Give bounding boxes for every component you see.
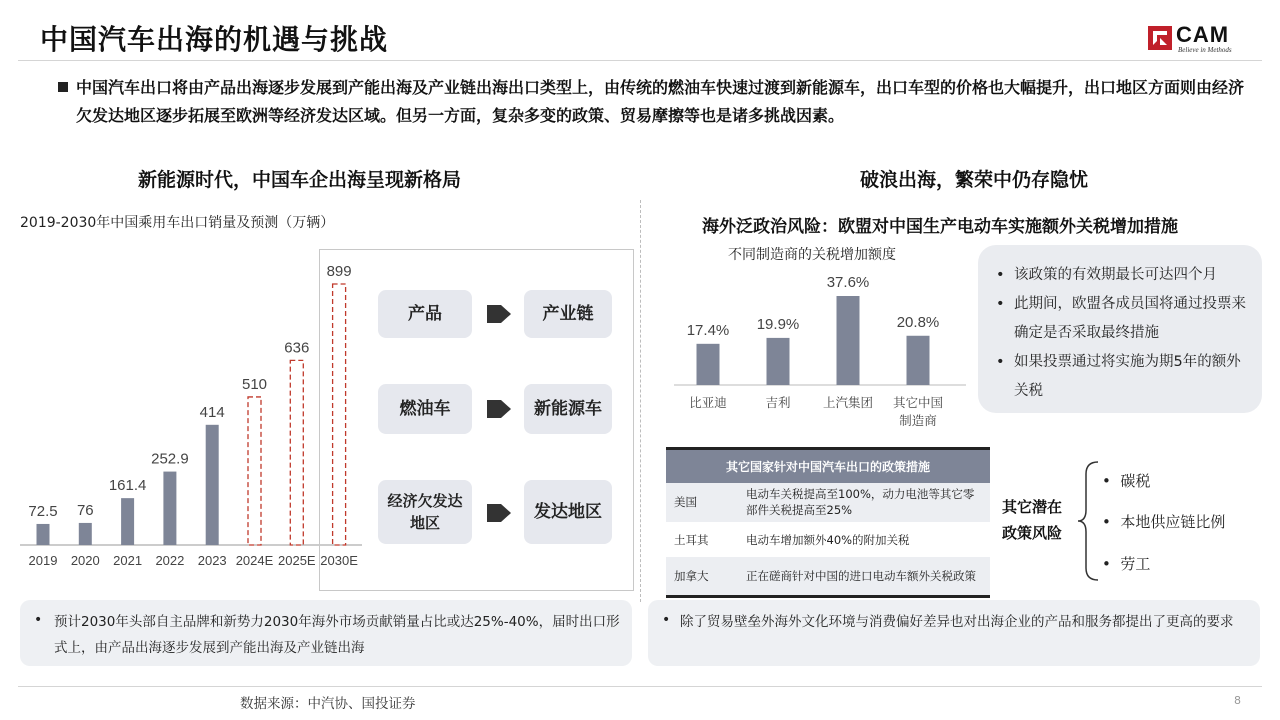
cam-logo (1148, 24, 1258, 56)
bar-value-label: 252.9 (151, 450, 189, 468)
bullet-icon: • (1102, 472, 1121, 490)
x-tick-label: 其它中国制造商 (892, 395, 944, 428)
forecast-bar (248, 397, 261, 545)
right-note-box (648, 600, 1260, 666)
flow-to-developed: 发达地区 (524, 480, 612, 544)
transition-flow-box (319, 249, 634, 591)
actual-bar (163, 472, 176, 545)
risk-item: • 本地供应链比例 (1102, 513, 1226, 531)
tariff-bar (837, 296, 860, 385)
bar-value-label: 161.4 (108, 477, 147, 495)
actual-bar (37, 524, 50, 545)
tariff-chart-title: 不同制造商的关税增加额度 (728, 247, 896, 263)
policy-note: • 此期间，欧盟各成员国将通过投票来确定是否采取最终措施 (996, 290, 1250, 348)
bar-value-label: 20.8% (896, 313, 940, 331)
policy-measures-table (666, 447, 990, 598)
eu-tariff-subtitle: 海外泛政治风险：欧盟对中国生产电动车实施额外关税增加措施 (702, 217, 1178, 237)
header-divider (18, 60, 1262, 61)
table-row (666, 523, 990, 557)
bar-value-label: 72.5 (28, 502, 58, 520)
forecast-bar (290, 360, 303, 545)
curly-brace-icon (1076, 460, 1100, 582)
eu-policy-notes (978, 245, 1262, 413)
tariff-bar (767, 338, 790, 385)
left-note-box (20, 600, 632, 666)
tariff-bar (697, 344, 720, 385)
footer-divider (18, 686, 1262, 687)
risk-item: • 劳工 (1102, 555, 1151, 573)
x-tick-label: 2019 (28, 553, 58, 568)
arrow-right-icon (487, 400, 511, 418)
bar-value-label: 636 (284, 339, 310, 357)
right-section-title: 破浪出海，繁荣中仍存隐忧 (860, 169, 1089, 191)
tariff-bar (907, 336, 930, 385)
bar-value-label: 19.9% (756, 315, 800, 333)
tariff-increase-chart (664, 262, 974, 434)
export-chart-title: 2019-2030年中国乘用车出口销量及预测（万辆） (20, 215, 335, 231)
x-tick-label: 2024E (235, 553, 274, 568)
logo-tagline: Believe in Methods (1178, 46, 1232, 54)
page-title: 中国汽车出海的机遇与挑战 (40, 23, 389, 56)
data-source: 数据来源：中汽协、国投证券 (240, 696, 416, 712)
table-row (666, 557, 990, 597)
x-tick-label: 比亚迪 (689, 395, 727, 410)
flow-from-underdeveloped: 经济欠发达地区 (378, 480, 472, 544)
x-tick-label: 2020 (70, 553, 100, 568)
table-cell-country: 土耳其 (666, 523, 738, 557)
actual-bar (206, 425, 219, 545)
summary-text: 中国汽车出口将由产品出海逐步发展到产能出海及产业链出海出口类型上，由传统的燃油车快速过渡到新能源车，出口车型的价格也大幅提升，出口地区方面则由经济欠发达地区逐步拓展至欧洲等经济发达区域。但另一方面，复杂多变的政策、贸易摩擦等也是诸多挑战因素。 (76, 78, 1245, 125)
x-tick-label: 2021 (113, 553, 143, 568)
bar-value-label: 76 (76, 501, 94, 519)
arrow-right-icon (487, 305, 511, 323)
bullet-icon: • (662, 612, 671, 628)
left-section-title: 新能源时代，中国车企出海呈现新格局 (138, 169, 462, 191)
section-divider (640, 200, 641, 602)
summary-bullet-icon (58, 82, 68, 92)
flow-to-nev: 新能源车 (524, 384, 612, 434)
bullet-icon: • (34, 612, 43, 628)
x-tick-label: 2022 (155, 553, 185, 568)
table-cell-measure: 电动车增加额外40%的附加关税 (738, 523, 990, 557)
bar-value-label: 510 (241, 375, 268, 393)
x-tick-label: 2023 (197, 553, 227, 568)
table-header: 其它国家针对中国汽车出口的政策措施 (666, 449, 990, 483)
flow-from-product: 产品 (378, 290, 472, 338)
other-risk-label: 其它潜在政策风险 (1002, 498, 1063, 542)
flow-from-fuel-car: 燃油车 (378, 384, 472, 434)
bullet-icon: • (1102, 555, 1121, 573)
x-tick-label: 吉利 (765, 395, 791, 410)
left-note-text: 预计2030年头部自主品牌和新势力2030年海外市场贡献销量占比或达25%-40%，届时出口形式上，由产品出海逐步发展到产能出海及产业链出海 (54, 614, 620, 656)
right-note-text: 除了贸易壁垒外海外文化环境与消费偏好差异也对出海企业的产品和服务都提出了更高的要求 (680, 614, 1234, 630)
bullet-icon: • (1102, 513, 1121, 531)
bar-value-label: 17.4% (686, 321, 730, 339)
x-tick-label: 2025E (278, 553, 316, 568)
logo-word: CAM (1176, 22, 1230, 47)
actual-bar (121, 498, 134, 545)
flow-to-industry-chain: 产业链 (524, 290, 612, 338)
table-cell-measure: 正在磋商针对中国的进口电动车额外关税政策 (738, 557, 990, 597)
x-tick-label: 2030E (320, 553, 358, 568)
actual-bar (79, 523, 92, 545)
cam-logo-icon (1148, 26, 1172, 50)
table-row (666, 483, 990, 523)
policy-note: • 该政策的有效期最长可达四个月 (996, 261, 1250, 290)
bar-value-label: 414 (199, 403, 225, 421)
bar-value-label: 37.6% (826, 274, 870, 291)
page-number: 8 (1234, 694, 1241, 707)
arrow-right-icon (487, 504, 511, 522)
x-tick-label: 上汽集团 (822, 395, 874, 410)
table-cell-measure: 电动车关税提高至100%，动力电池等其它零部件关税提高至25% (738, 483, 990, 523)
table-cell-country: 美国 (666, 483, 738, 523)
bar-value-label: 899 (326, 263, 352, 280)
table-cell-country: 加拿大 (666, 557, 738, 597)
risk-item: • 碳税 (1102, 472, 1151, 490)
policy-note: • 如果投票通过将实施为期5年的额外关税 (996, 348, 1250, 406)
